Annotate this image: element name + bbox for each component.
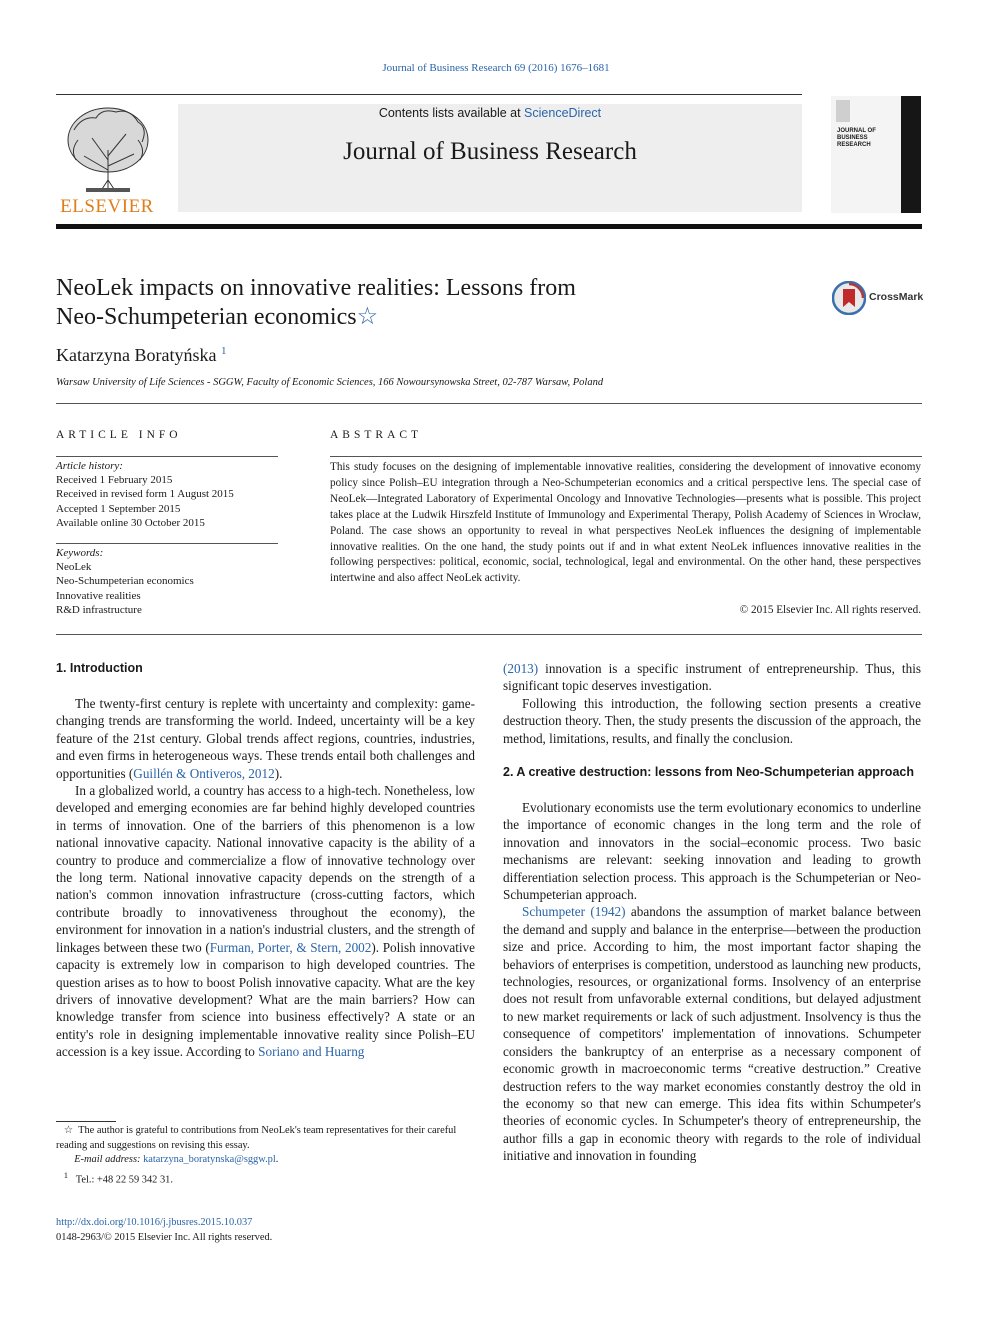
abstract-text: This study focuses on the designing of implementable innovative realities, considering the development of innovative economy policy since Polish–EU integration through a Neo-Schumpeterian economics and a critical perspective lens. The special case of NeoLek—Integrated Laboratory of Experimental Oncology and Innovative Technologies—presents what is possible. This project takes place at the Ludwik Hirszfeld Institute of Immunology and Experimental Therapy, Polish Academy of Sciences in Wrocław, Poland. The case shows an opportunity to reveal in what perspectives NeoLek influences the designing of implementable innovative realities. On the one hand, the study points out if and in what extent NeoLek influences innovative realities in the following perspectives: political, economic, social, technological, legal and environmental. On the other hand, these perspectives intertwine and also affect NeoLek activity. — [330, 461, 921, 585]
history-online: Available online 30 October 2015 — [56, 516, 205, 529]
sciencedirect-link[interactable]: ScienceDirect — [524, 106, 602, 120]
title-line-2: Neo-Schumpeterian economics — [56, 304, 357, 330]
citation-soriano[interactable]: Soriano and Huarng — [258, 1044, 365, 1060]
elsevier-wordmark: ELSEVIER — [60, 196, 154, 217]
article-info-rule — [56, 456, 278, 457]
footnote-1-mark: 1 — [63, 1169, 69, 1180]
keyword-item: Innovative realities — [56, 589, 141, 602]
contents-prefix: Contents lists available at — [378, 106, 525, 120]
history-received: Received 1 February 2015 — [56, 474, 173, 487]
paragraph — [56, 695, 475, 782]
journal-cover-icon — [831, 96, 921, 213]
article-title — [56, 274, 776, 332]
email-label: E-mail address: — [74, 1154, 144, 1166]
paragraph: Evolutionary economists use the term evolutionary economics to underline the importance of economic changes in the long term and the role of innovation and innovators in the social–economic process. Two basic mechanisms are relevant: seeking innovation and leading to growth differentiation selection process. This approach is the Schumpeterian or Neo-Schumpeterian approach. — [503, 800, 921, 903]
crossmark-icon — [832, 281, 866, 315]
abstract-heading: ABSTRACT — [330, 429, 423, 441]
issn-copyright: 0148-2963/© 2015 Elsevier Inc. All rights reserved. — [56, 1232, 273, 1243]
author-affiliation: Warsaw University of Life Sciences - SGGW, Faculty of Economic Sciences, 166 Nowoursynowska Street, 02-787 Warsaw, Poland — [56, 377, 604, 388]
right-column — [503, 660, 921, 747]
crossmark-badge[interactable] — [832, 281, 922, 315]
footnote-star — [56, 1124, 475, 1153]
left-column — [56, 695, 475, 1061]
abstract-rule — [330, 456, 922, 457]
section-1-heading: 1. Introduction — [56, 661, 143, 675]
author-email-link[interactable]: katarzyna_boratynska@sggw.pl — [143, 1154, 276, 1166]
footnote-1-text: Tel.: +48 22 59 342 31. — [75, 1174, 173, 1186]
right-column-section-2 — [503, 799, 921, 1165]
journal-title: Journal of Business Research — [343, 138, 637, 165]
cover-title: JOURNAL OF BUSINESS RESEARCH — [837, 128, 876, 148]
doi-link[interactable]: http://dx.doi.org/10.1016/j.jbusres.2015.10.037 — [56, 1217, 253, 1228]
journal-citation[interactable]: Journal of Business Research 69 (2016) 1676–1681 — [382, 62, 610, 74]
keyword-item: Neo-Schumpeterian economics — [56, 575, 194, 588]
footnote-email — [56, 1153, 475, 1168]
paragraph: Following this introduction, the following section presents a creative destruction theory. Then, the study presents the discussion of the approach, the method, limitations, results, and finally the conclusion. — [503, 695, 921, 746]
footnote-star-text: The author is grateful to contributions from NeoLek's team representatives for their careful reading and suggestions on revising this essay. — [56, 1125, 457, 1151]
section-2-heading: 2. A creative destruction: lessons from Neo-Schumpeterian approach — [503, 765, 914, 779]
paragraph-text: In a globalized world, a country has access to a high-tech. Nonetheless, low developed and emerging economies are far behind highly developed countries in terms of innovation. One of the barriers of this phenomenon is a low national innovative capacity. National innovative capacity is the ability of a country to produce and commercialize a flow of innovative technology over the long term. National innovative capacity depends on the strength of a nation's common innovation infrastructure (cross-cutting factors, which contribute broadly to innovativeness throughout the economy), the environment for innovation in a nation's industrial clusters, and the strength of linkages between these two ( — [56, 783, 475, 955]
article-history — [56, 459, 286, 530]
doi-block — [56, 1215, 272, 1245]
paragraph-text: abandons the assumption of market balance between the demand and supply and balance in the enterprise—between the production size and price. According to him, the most important factor shaping the behaviors of enterprises is competition, understood as launching new products, technologies, resources, or organizational forms. Insolvency of an enterprise does not result from unfavorable external conditions, but delayed adjustment to new market requirements or lack of such adjustment. Insolvency is thus the consequence of competitors' implementation of innovations. Schumpeter considers the bankruptcy of an enterprise as a necessary component of economic growth in macroeconomic terms “creative destruction.” Creative destruction refers to the way market economies constantly destroy the old in the economy so that new can emerge. This idea fits within Schumpeter's theories of economic cycles. In Schumpeter's theory of entrepreneurship, the author fills a gap in economic theory with regards to the role of individual initiative and innovation in founding — [503, 904, 921, 1164]
email-end: . — [275, 1154, 279, 1166]
article-info-heading: ARTICLE INFO — [56, 429, 182, 441]
keyword-item: R&D infrastructure — [56, 603, 142, 616]
citation-guillen[interactable]: Guillén & Ontiveros, 2012 — [133, 765, 275, 781]
title-line-1: NeoLek impacts on innovative realities: Lessons from — [56, 275, 576, 301]
author-footnote-mark[interactable]: 1 — [220, 345, 227, 357]
paragraph — [56, 782, 475, 1061]
contents-available-line — [178, 106, 802, 120]
abstract-copyright: © 2015 Elsevier Inc. All rights reserved. — [739, 604, 921, 616]
keyword-item: NeoLek — [56, 561, 92, 574]
keywords-block — [56, 546, 286, 617]
abstract-bottom-rule — [56, 634, 922, 635]
header-top-rule — [56, 94, 802, 95]
journal-cover-thumbnail[interactable] — [831, 96, 921, 213]
history-revised: Received in revised form 1 August 2015 — [56, 488, 234, 501]
citation-soriano-year[interactable]: (2013) — [503, 661, 539, 676]
footnote-1 — [56, 1168, 475, 1188]
citation-schumpeter[interactable]: Schumpeter (1942) — [522, 904, 626, 920]
footnote-rule — [56, 1121, 116, 1122]
crossmark-label: CrossMark — [869, 291, 924, 303]
history-accepted: Accepted 1 September 2015 — [56, 502, 181, 515]
author-name-text: Katarzyna Boratyńska — [56, 345, 217, 365]
affiliation-rule — [56, 403, 922, 404]
history-label: Article history: — [56, 460, 123, 472]
paragraph — [503, 903, 921, 1164]
paragraph-text: innovation is a specific instrument of entrepreneurship. Thus, this significant topic deserves investigation. — [503, 661, 921, 694]
keywords-label: Keywords: — [56, 547, 104, 559]
header-thick-rule — [56, 224, 922, 229]
footnotes — [56, 1124, 475, 1188]
footnote-star-mark: ☆ — [63, 1125, 74, 1136]
title-footnote-star[interactable]: ☆ — [356, 304, 379, 330]
citation-furman[interactable]: Furman, Porter, & Stern, 2002 — [209, 939, 372, 955]
author-name — [56, 345, 226, 366]
keywords-rule — [56, 543, 278, 544]
paragraph — [503, 660, 921, 695]
paragraph-text: ). — [274, 765, 283, 781]
paragraph-text: The twenty-first century is replete with uncertainty and complexity: game-changing trends are transforming the world. Indeed, uncertainty will be a key feature of the 21st century. Global trends affect regions, countries, industries, and even firms in heterogeneous ways. These trends entail both challenges and opportunities ( — [56, 696, 475, 781]
paragraph-text: ). Polish innovative capacity is extremely low in comparison to high developed countries. The question arises as to how to boost Polish innovative capacity. What are the key drivers of innovative development? What are the main barriers? How can knowledge transfer from science into business effectively? A state or an entity's role in designing implementable innovative reality since Polish–EU accession is a key issue. According to — [56, 939, 475, 1060]
